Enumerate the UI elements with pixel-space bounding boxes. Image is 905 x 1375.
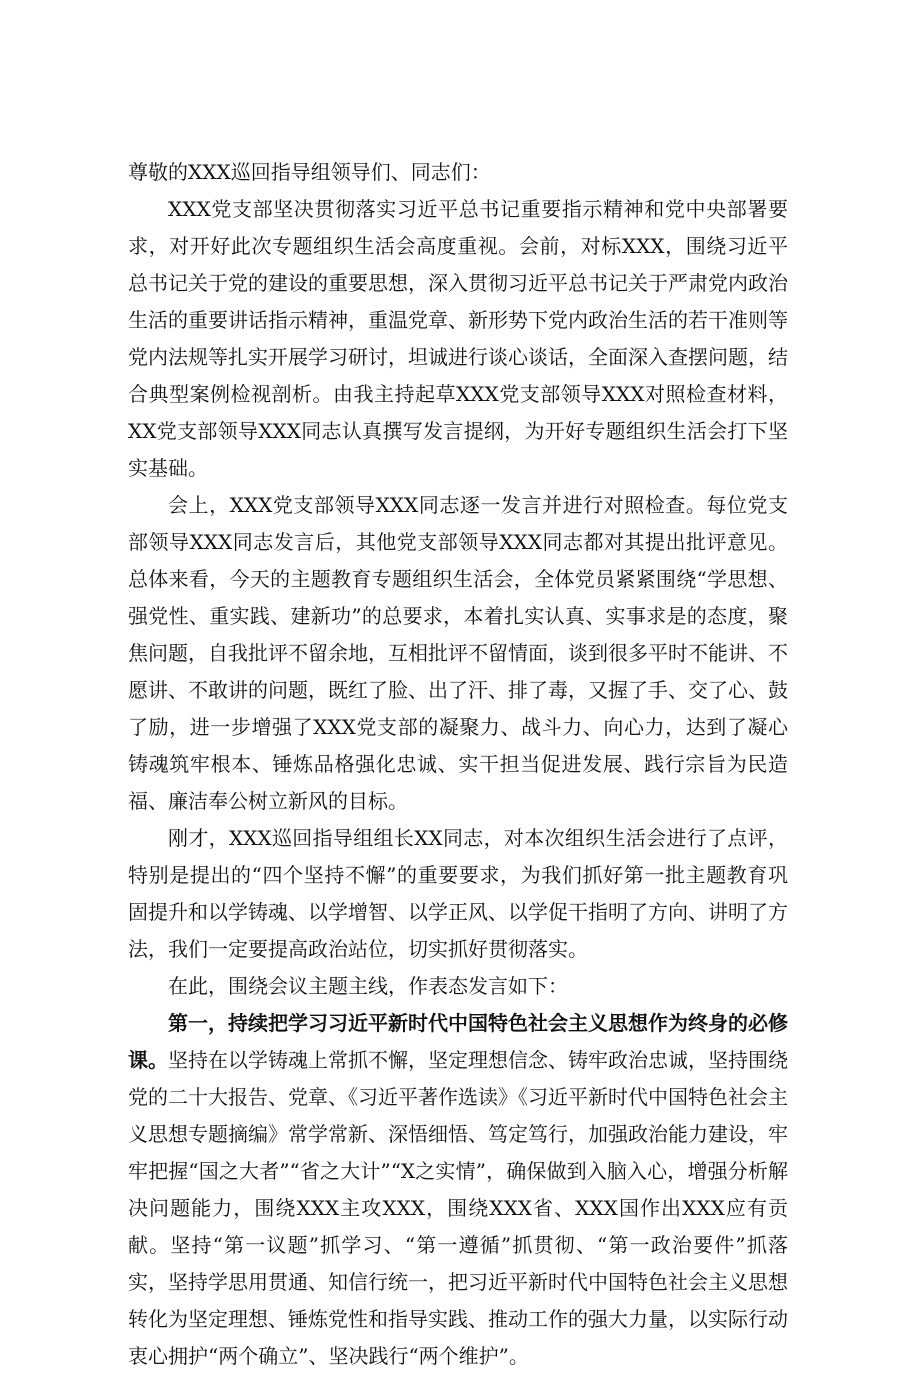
paragraph-statement-intro: 在此，围绕会议主题主线，作表态发言如下： — [168, 974, 568, 998]
point-one-body: 坚持在以学铸魂上常抓不懈，坚定理想信念、铸牢政治忠诚，坚持围绕党的二十大报告、党章、《习近平著作选读》《习近平新时代中国特色社会主义思想专题摘编》常学常新、深悟细悟、笃定笃行，加强政治能力建设，牢牢把握“国之大者”“省之大计”“X之实情”，确保做到入脑入心，增强分析解决问题能力，围绕XXX主攻XXX，围绕XXX省、XXX国作出XXX应有贡献。坚持“第一议题”抓学习、“第一遵循”抓贯彻、“第一政治要件”抓落实，坚持学思用贯通、知信行统一，把习近平新时代中国特色社会主义思想转化为坚定理想、锤炼党性和指导实践、推动工作的强大力量，以实际行动衷心拥护“两个确立”、坚决践行“两个维护”。 — [128, 1048, 788, 1368]
paragraph-meeting-summary: 会上，XXX党支部领导XXX同志逐一发言并进行对照检查。每位党支部领导XXX同志发言后，其他党支部领导XXX同志都对其提出批评意见。总体来看，今天的主题教育专题组织生活会，全体党员紧紧围绕“学思想、强党性、重实践、建新功”的总要求，本着扎实认真、实事求是的态度，聚焦问题，自我批评不留余地，互相批评不留情面，谈到很多平时不能讲、不愿讲、不敢讲的问题，既红了脸、出了汗、排了毒，又握了手、交了心、鼓了励，进一步增强了XXX党支部的凝聚力、战斗力、向心力，达到了凝心铸魂筑牢根本、锤炼品格强化忠诚、实干担当促进发展、践行宗旨为民造福、廉洁奉公树立新风的目标。 — [128, 493, 788, 813]
document-body — [128, 154, 788, 1375]
paragraph-review-comments: 刚才，XXX巡回指导组组长XX同志，对本次组织生活会进行了点评，特别是提出的“四个坚持不懈”的重要要求，为我们抓好第一批主题教育巩固提升和以学铸魂、以学增智、以学正风、以学促干指明了方向、讲明了方法，我们一定要提高政治站位，切实抓好贯彻落实。 — [128, 826, 788, 961]
salutation: 尊敬的XXX巡回指导组领导们、同志们： — [128, 160, 491, 184]
point-one-heading: 第一，持续把学习习近平新时代中国特色社会主义思想作为终身的必修课。 — [128, 1011, 788, 1072]
paragraph-preparation: XXX党支部坚决贯彻落实习近平总书记重要指示精神和党中央部署要求，对开好此次专题组织生活会高度重视。会前，对标XXX，围绕习近平总书记关于党的建设的重要思想，深入贯彻习近平总书记关于严肃党内政治生活的重要讲话指示精神，重温党章、新形势下党内政治生活的若干准则等党内法规等扎实开展学习研讨，坦诚进行谈心谈话，全面深入查摆问题，结合典型案例检视剖析。由我主持起草XXX党支部领导XXX对照检查材料，XX党支部领导XXX同志认真撰写发言提纲，为开好专题组织生活会打下坚实基础。 — [128, 197, 788, 480]
paragraph-point-one — [128, 1005, 788, 1375]
